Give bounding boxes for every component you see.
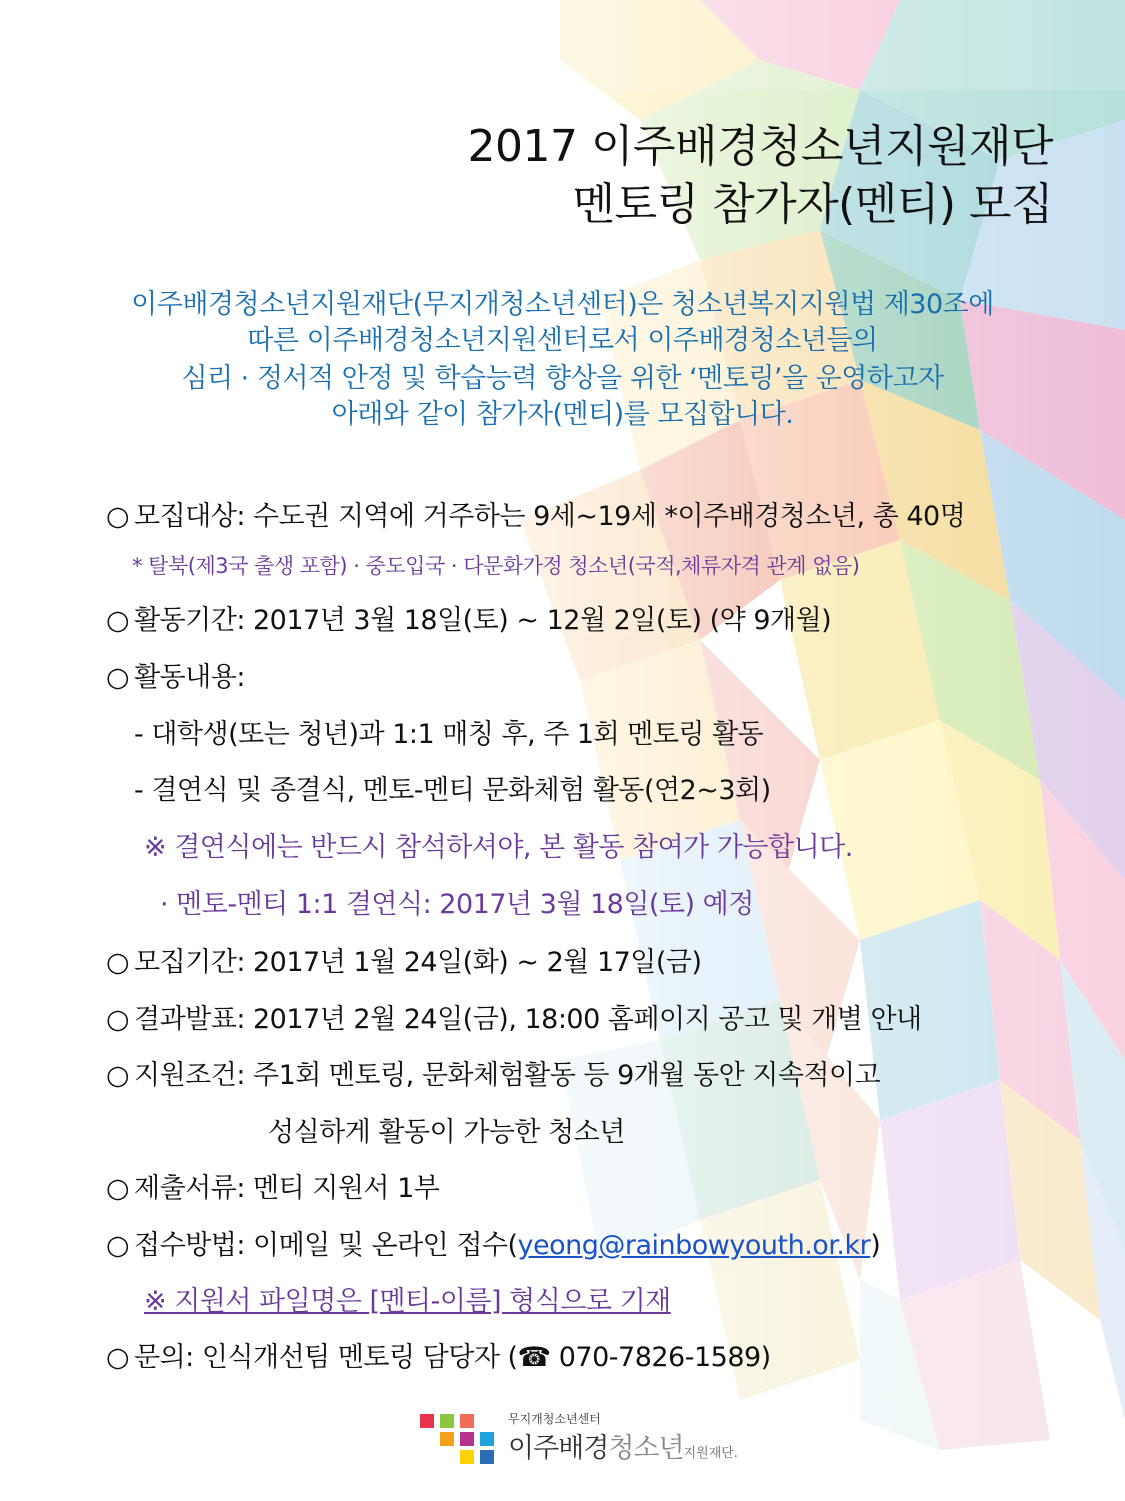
- item-contact-text: 문의: 인식개선팀 멘토링 담당자 (☎ 070-7826-1589): [134, 1342, 771, 1373]
- item-result: [106, 997, 922, 1036]
- item-recruit: [106, 940, 702, 979]
- bullet-icon: ○: [106, 1173, 130, 1204]
- item-condition: [106, 1053, 880, 1092]
- item-method-prefix: 접수방법: 이메일 및 온라인 접수(: [134, 1230, 518, 1261]
- item-content-2: - 결연식 및 종결식, 멘토-멘티 문화체험 활동(연2~3회): [134, 775, 771, 806]
- bullet-icon: ○: [106, 947, 130, 978]
- intro-line-4: 아래와 같이 참가자(멘티)를 모집합니다.: [331, 399, 794, 430]
- item-condition-text: 지원조건: 주1회 멘토링, 문화체험활동 등 9개월 동안 지속적이고: [134, 1060, 881, 1091]
- item-content-1: - 대학생(또는 청년)과 1:1 매칭 후, 주 1회 멘토링 활동: [134, 719, 764, 750]
- title-line-2: 멘토링 참가자(멘티) 모집: [572, 179, 1053, 230]
- bullet-icon: ○: [106, 501, 130, 532]
- item-docs: [106, 1166, 439, 1205]
- intro-line-3: 심리 · 정서적 안정 및 학습능력 향상을 위한 ‘멘토링’을 운영하고자: [181, 363, 944, 394]
- email-link[interactable]: yeong@rainbowyouth.or.kr: [517, 1230, 871, 1261]
- foundation-logo: [418, 1410, 798, 1470]
- item-period: [106, 598, 831, 637]
- logo-wordmark: [508, 1426, 738, 1465]
- item-condition-2: 성실하게 활동이 가능한 청소년: [268, 1117, 625, 1148]
- item-target-text: 모집대상: 수도권 지역에 거주하는 9세~19세 *이주배경청소년, 총 40명: [134, 501, 966, 532]
- logo-wordmark-small: 지원재단.: [683, 1446, 738, 1461]
- item-method-suffix: ): [870, 1230, 881, 1261]
- item-recruit-text: 모집기간: 2017년 1월 24일(화) ~ 2월 17일(금): [134, 947, 702, 978]
- item-content-note-2: · 멘토-멘티 1:1 결연식: 2017년 3월 18일(토) 예정: [160, 889, 754, 920]
- bullet-icon: ○: [106, 662, 130, 693]
- item-docs-text: 제출서류: 멘티 지원서 1부: [134, 1173, 440, 1204]
- logo-mosaic-icon: [418, 1412, 498, 1468]
- item-period-text: 활동기간: 2017년 3월 18일(토) ~ 12월 2일(토) (약 9개월): [134, 605, 832, 636]
- item-method-note: ※ 지원서 파일명은 [멘티-이름] 형식으로 기재: [144, 1286, 671, 1317]
- item-content: [106, 655, 245, 694]
- logo-subtitle: 무지개청소년센터: [508, 1412, 601, 1426]
- bullet-icon: ○: [106, 1004, 130, 1035]
- intro-line-2: 따른 이주배경청소년지원센터로서 이주배경청소년들의: [247, 325, 878, 356]
- item-contact: [106, 1335, 771, 1374]
- intro-line-1: 이주배경청소년지원재단(무지개청소년센터)은 청소년복지지원법 제30조에: [131, 289, 994, 320]
- bullet-icon: ○: [106, 1060, 130, 1091]
- item-content-text: 활동내용:: [134, 662, 245, 693]
- logo-wordmark-light: 청소년: [608, 1433, 684, 1464]
- logo-wordmark-dark: 이주배경: [508, 1433, 609, 1464]
- item-result-text: 결과발표: 2017년 2월 24일(금), 18:00 홈페이지 공고 및 개별 안내: [134, 1004, 922, 1035]
- item-target-note: * 탈북(제3국 출생 포함) · 중도입국 · 다문화가정 청소년(국적,체류자격 관계 없음): [132, 554, 860, 578]
- item-method: [106, 1223, 880, 1262]
- item-target: [106, 494, 965, 533]
- bullet-icon: ○: [106, 1230, 130, 1261]
- title-line-1: 2017 이주배경청소년지원재단: [467, 121, 1053, 172]
- bullet-icon: ○: [106, 1342, 130, 1373]
- item-content-note: ※ 결연식에는 반드시 참석하셔야, 본 활동 참여가 가능합니다.: [144, 832, 853, 863]
- bullet-icon: ○: [106, 605, 130, 636]
